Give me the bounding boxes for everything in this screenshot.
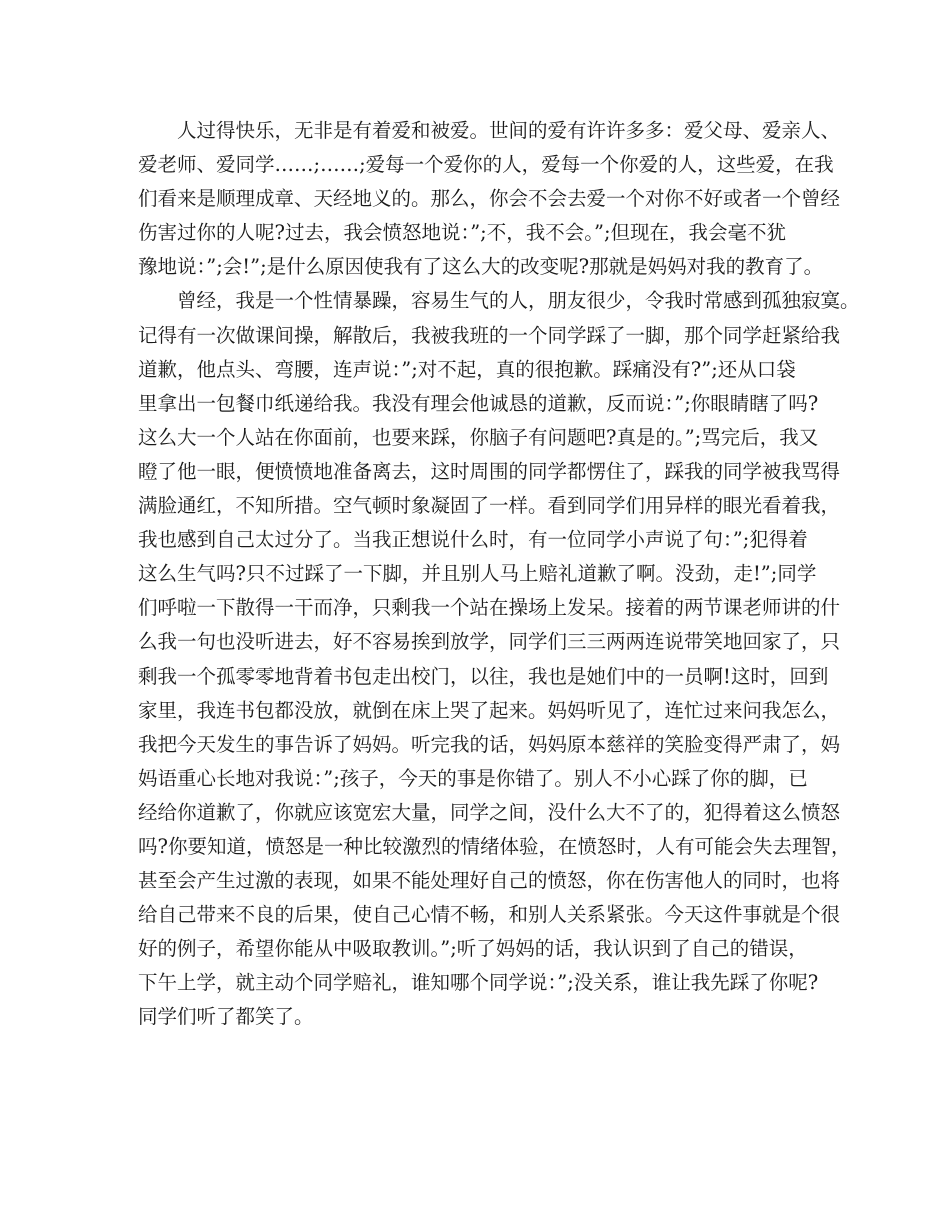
text-line: 曾经，我是一个性情暴躁，容易生气的人，朋友很少，令我时常感到孤独寂寞。	[177, 289, 860, 313]
text-line: 甚至会产生过激的表现，如果不能处理好自己的愤怒，你在伤害他人的同时，也将	[138, 869, 841, 893]
text-line: 们呼啦一下散得一干而净，只剩我一个站在操场上发呆。接着的两节课老师讲的什	[138, 596, 841, 620]
text-line: 这么生气吗?只不过踩了一下脚，并且别人马上赔礼道歉了啊。没劲，走!”;同学	[138, 562, 817, 586]
text-line: 吗?你要知道，愤怒是一种比较激烈的情绪体验，在愤怒时，人有可能会失去理智，	[138, 834, 851, 858]
text-line: 么我一句也没听进去，好不容易挨到放学，同学们三三两两连说带笑地回家了，只	[138, 630, 841, 654]
text-line: 剩我一个孤零零地背着书包走出校门，以往，我也是她们中的一员啊!这时，回到	[138, 664, 829, 688]
text-line: 下午上学，就主动个同学赔礼，谁知哪个同学说：”;没关系，谁让我先踩了你呢?	[138, 971, 819, 995]
text-line: 道歉，他点头、弯腰，连声说：”;对不起，真的很抱歉。踩痛没有?”;还从口袋	[138, 357, 796, 381]
text-line: 给自己带来不良的后果，使自己心情不畅，和别人关系紧张。今天这件事就是个很	[138, 903, 841, 927]
text-line: 同学们听了都笑了。	[138, 1005, 314, 1029]
text-line: 里拿出一包餐巾纸递给我。我没有理会他诚恳的道歉，反而说：”;你眼睛瞎了吗?	[138, 391, 819, 415]
text-line: 家里，我连书包都没放，就倒在床上哭了起来。妈妈听见了，连忙过来问我怎么，	[138, 698, 841, 722]
text-line: 这么大一个人站在你面前，也要来踩，你脑子有问题吧?真是的。”;骂完后，我又	[138, 425, 819, 449]
text-line: 豫地说：”;会!”;是什么原因使我有了这么大的改变呢?那就是妈妈对我的教育了。	[138, 255, 824, 279]
text-line: 经给你道歉了，你就应该宽宏大量，同学之间，没什么大不了的，犯得着这么愤怒	[138, 800, 841, 824]
text-line: 瞪了他一眼，便愤愤地准备离去，这时周围的同学都愣住了，踩我的同学被我骂得	[138, 459, 841, 483]
text-line: 满脸通红，不知所措。空气顿时象凝固了一样。看到同学们用异样的眼光看着我，	[138, 494, 841, 518]
paragraph-1	[138, 114, 841, 284]
text-line: 人过得快乐，无非是有着爱和被爱。世间的爱有许许多多：爱父母、爱亲人、	[177, 119, 841, 142]
text-line: 伤害过你的人呢?过去，我会愤怒地说：”;不，我不会。”;但现在，我会毫不犹	[138, 221, 787, 245]
text-line: 我把今天发生的事告诉了妈妈。听完我的话，妈妈原本慈祥的笑脸变得严肃了，妈	[138, 732, 841, 756]
text-line: 妈语重心长地对我说：”;孩子，今天的事是你错了。别人不小心踩了你的脚，已	[138, 766, 808, 790]
paragraph-2	[138, 284, 860, 1034]
text-line: 记得有一次做课间操，解散后，我被我班的一个同学踩了一脚，那个同学赶紧给我	[138, 323, 841, 347]
text-line: 们看来是顺理成章、天经地义的。那么，你会不会去爱一个对你不好或者一个曾经	[138, 187, 841, 211]
document-body	[138, 114, 860, 1035]
text-line: 好的例子，希望你能从中吸取教训。”;听了妈妈的话，我认识到了自己的错误，	[138, 937, 808, 961]
text-line: 我也感到自己太过分了。当我正想说什么时，有一位同学小声说了句：”;犯得着	[138, 528, 808, 552]
text-line: 爱老师、爱同学……;……;爱每一个爱你的人，爱每一个你爱的人，这些爱，在我	[138, 153, 834, 177]
